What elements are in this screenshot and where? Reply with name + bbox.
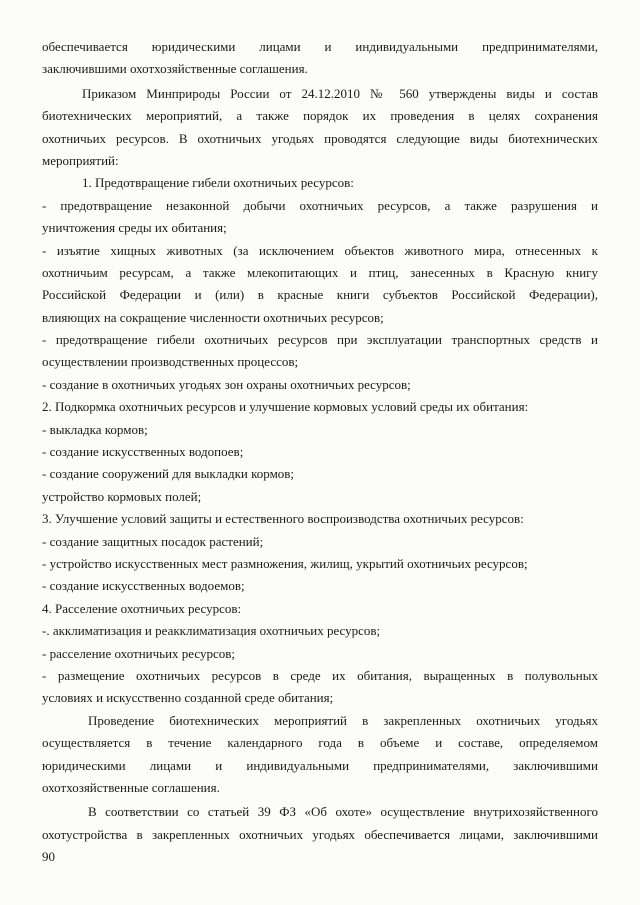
- list-item: -. акклиматизация и реакклиматизация охотничьих ресурсов;: [42, 623, 381, 639]
- text-line: влияющих на сокращение численности охотничьих ресурсов;: [42, 309, 384, 325]
- list-item: - изъятие хищных животных (за исключением объектов животного мира, отнесенных к: [42, 242, 598, 258]
- list-item: - предотвращение незаконной добычи охотничьих ресурсов, а также разрушения и: [42, 197, 598, 213]
- text-line: охотничьих ресурсов. В охотничьих угодьях проводятся следующие виды биотехнических: [42, 130, 598, 146]
- text-line: заключившими охотхозяйственные соглашения.: [42, 61, 308, 77]
- list-heading: 2. Подкормка охотничьих ресурсов и улучшение кормовых условий среды их обитания:: [42, 399, 529, 415]
- text-line: охотхозяйственные соглашения.: [42, 779, 220, 795]
- list-item: - размещение охотничьих ресурсов в среде их обитания, выращенных в полувольных: [42, 667, 598, 683]
- text-line: осуществлении производственных процессов;: [42, 354, 299, 370]
- text-line: обеспечивается юридическими лицами и индивидуальными предпринимателями,: [42, 39, 598, 54]
- list-item: - создание сооружений для выкладки кормов;: [42, 466, 295, 482]
- list-heading: 4. Расселение охотничьих ресурсов:: [42, 600, 242, 616]
- paragraph-first-line: Проведение биотехнических мероприятий в закрепленных охотничьих угодьях: [88, 712, 598, 728]
- page-number: 90: [42, 849, 55, 864]
- paragraph-first-line: В соответствии со статьей 39 ФЗ «Об охоте» осуществление внутрихозяйственного: [88, 804, 598, 820]
- list-item: - устройство искусственных мест размножения, жилищ, укрытий охотничьих ресурсов;: [42, 555, 528, 571]
- list-heading: 3. Улучшение условий защиты и естественного воспроизводства охотничьих ресурсов:: [42, 511, 524, 527]
- list-heading: 1. Предотвращение гибели охотничьих ресурсов:: [82, 175, 354, 191]
- text-line: мероприятий:: [42, 152, 119, 168]
- list-item: - создание искусственных водоемов;: [42, 578, 245, 594]
- list-item: - создание защитных посадок растений;: [42, 533, 264, 549]
- text-line: Российской Федерации и (или) в красные книги субъектов Российской Федерации),: [42, 287, 598, 303]
- text-line: уничтожения среды их обитания;: [42, 220, 227, 236]
- list-item: устройство кормовых полей;: [42, 488, 202, 504]
- text-line: охотустройства в закрепленных охотничьих угодьях обеспечивается лицами, заключившими: [42, 826, 598, 842]
- list-item: - расселение охотничьих ресурсов;: [42, 645, 236, 661]
- list-item: - выкладка кормов;: [42, 421, 148, 437]
- list-item: - создание в охотничьих угодьях зон охраны охотничьих ресурсов;: [42, 376, 411, 392]
- text-line: осуществляется в течение календарного года в объеме и составе, определяемом: [42, 735, 598, 751]
- text-line: биотехнических мероприятий, а также порядок их проведения в целях сохранения: [42, 108, 598, 124]
- text-line: юридическими лицами и индивидуальными предпринимателями, заключившими: [42, 757, 598, 773]
- paragraph-first-line: Приказом Минприроды России от 24.12.2010 № 560 утверждены виды и состав: [82, 85, 598, 101]
- list-item: - создание искусственных водопоев;: [42, 444, 244, 460]
- text-line: охотничьим ресурсам, а также млекопитающих и птиц, занесенных в Красную книгу: [42, 264, 598, 280]
- list-item: - предотвращение гибели охотничьих ресурсов при эксплуатации транспортных средств и: [42, 332, 598, 348]
- text-line: условиях и искусственно созданной среде обитания;: [42, 690, 334, 706]
- document-body: [42, 36, 598, 846]
